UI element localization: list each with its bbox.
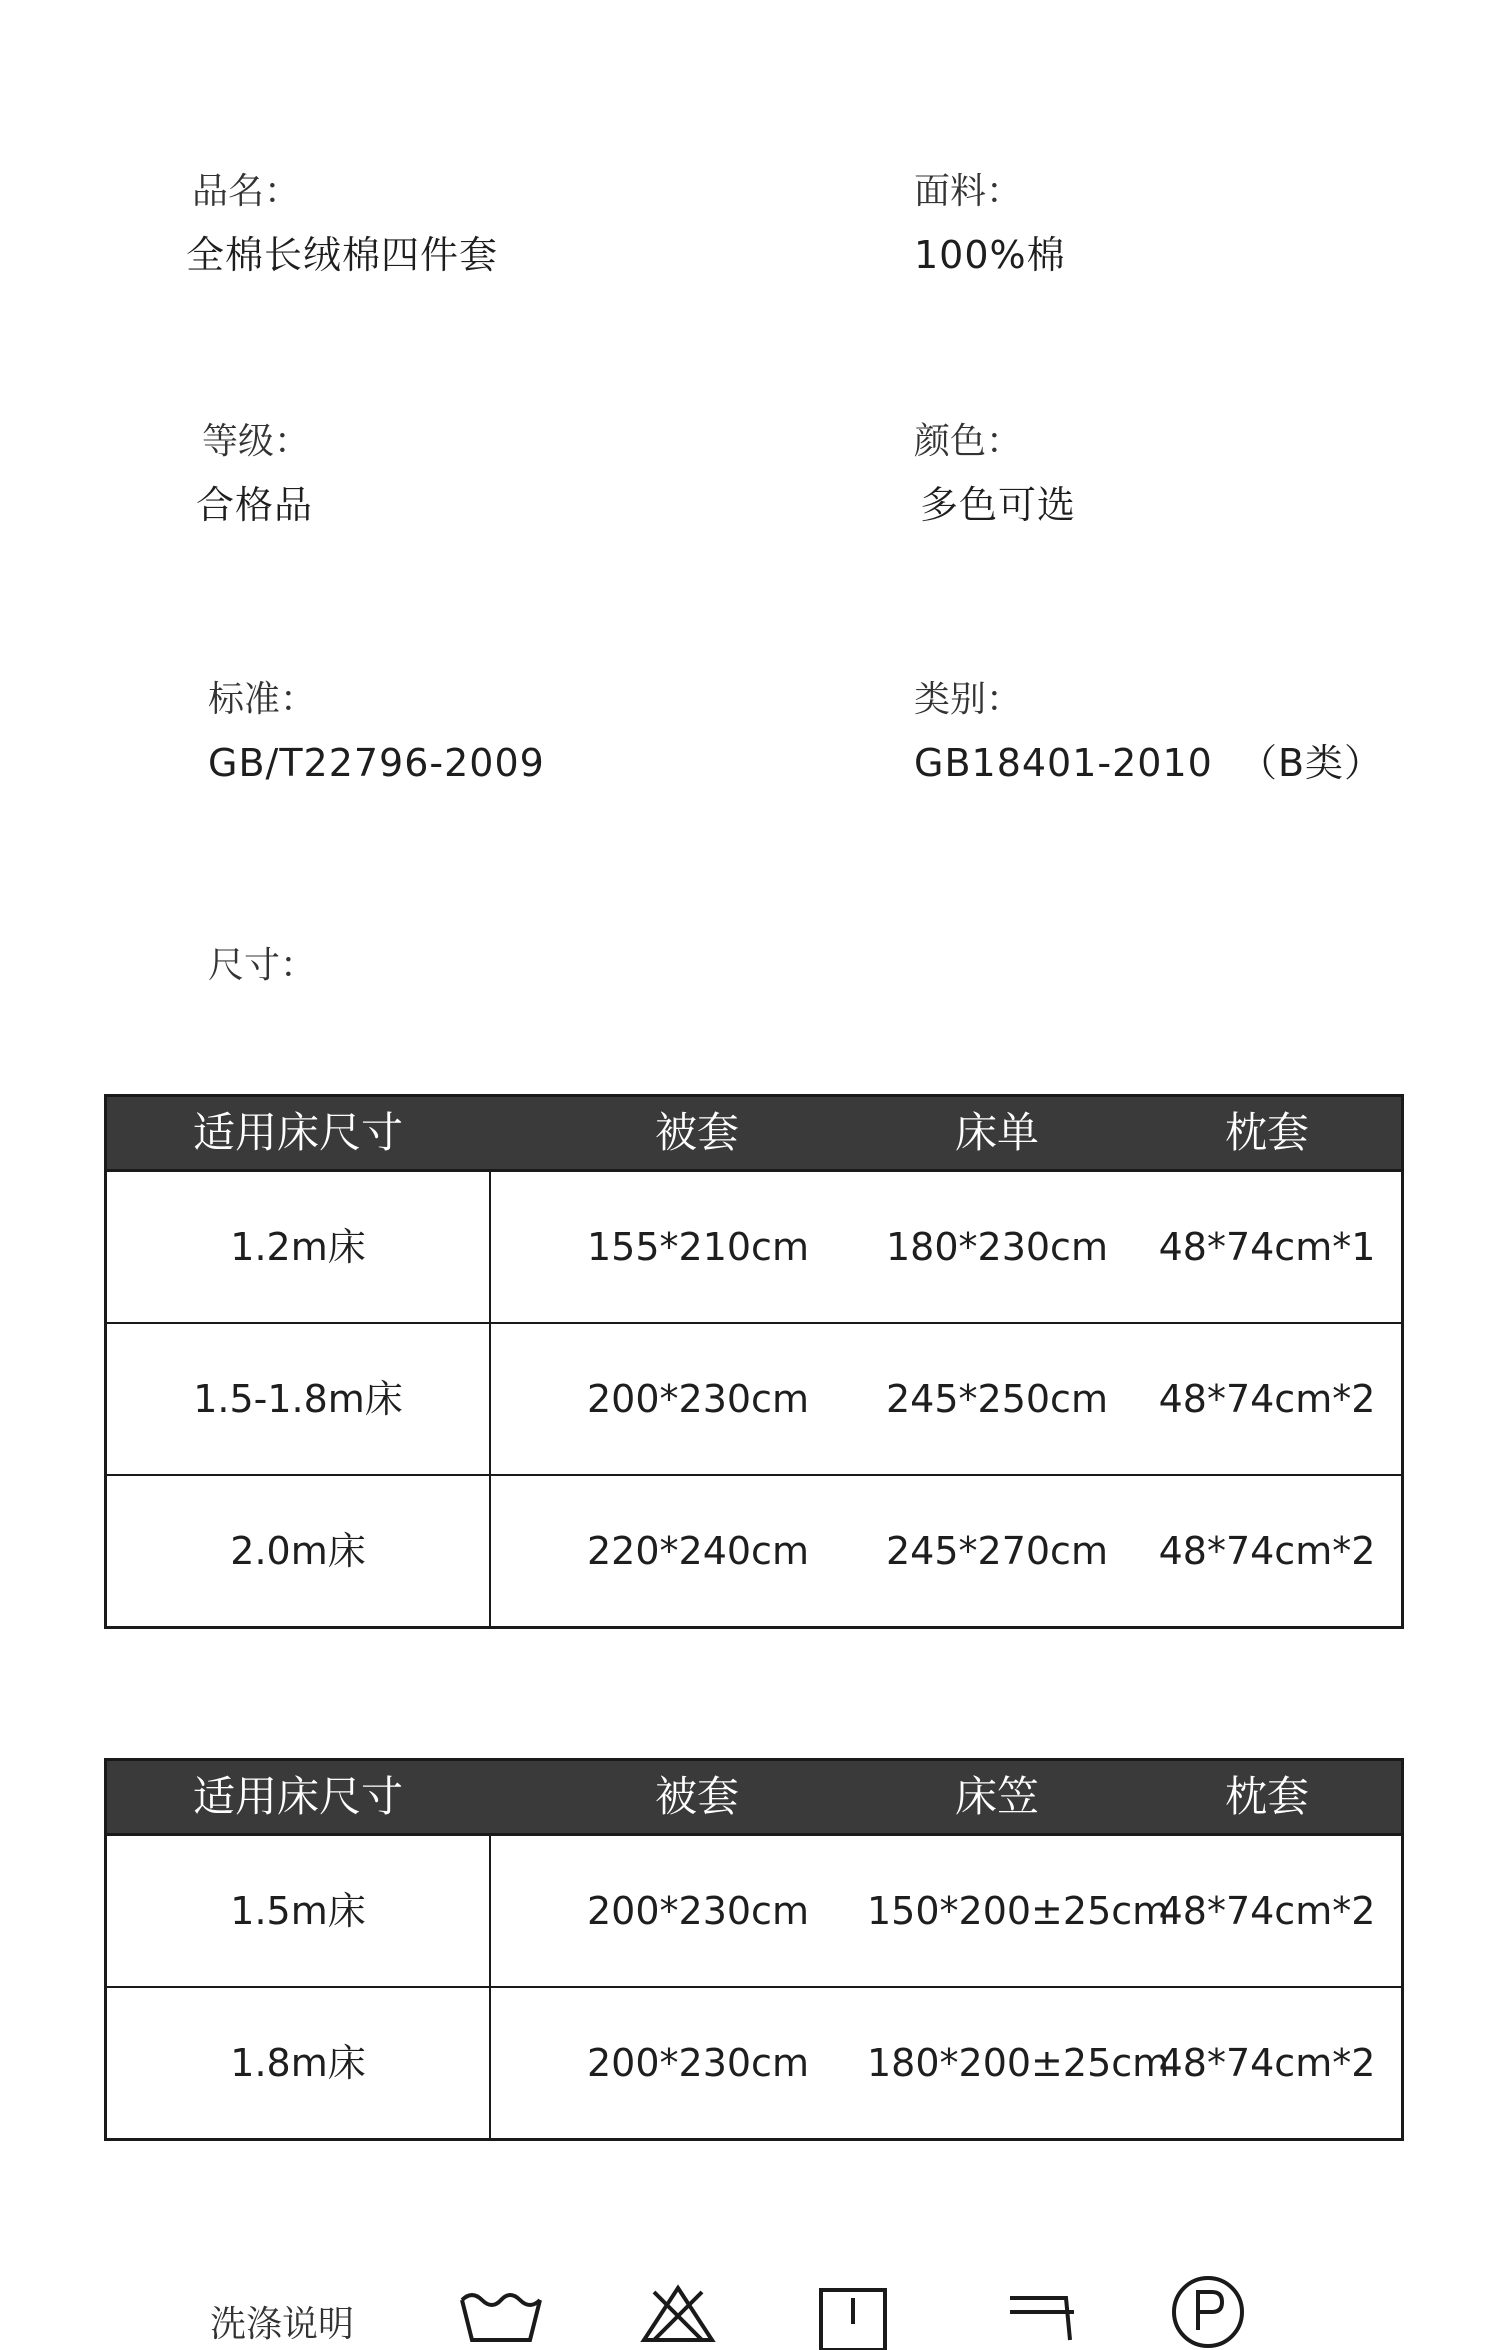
spec-color-label: 颜色：: [914, 421, 1023, 462]
cell-bed-size: 1.8m床: [230, 2041, 366, 2085]
cell-pillowcase: 48*74cm*2: [1158, 1377, 1376, 1421]
cell-sheet: 180*230cm: [886, 1225, 1108, 1269]
spec-category-value: GB18401-2010 （B类）: [914, 741, 1384, 785]
spec-standard-label: 标准：: [208, 679, 317, 720]
spec-size: [208, 944, 316, 988]
table-header: [107, 1761, 1401, 1836]
table-header: [107, 1097, 1401, 1172]
column-divider: [489, 1476, 491, 1626]
cell-pillowcase: 48*74cm*1: [1158, 1225, 1376, 1269]
cell-sheet: 245*250cm: [886, 1377, 1108, 1421]
spec-fabric-value: 100%棉: [914, 233, 1066, 277]
cell-fitted-sheet: 180*200±25cm: [867, 2041, 1170, 2085]
iron-icon: [1004, 2284, 1084, 2344]
spec-grade-value: 合格品: [196, 483, 314, 527]
size-table-sheet: [104, 1094, 1404, 1629]
header-fitted-sheet: 床笠: [954, 1772, 1039, 1821]
header-sheet: 床单: [954, 1108, 1039, 1157]
cell-duvet-cover: 200*230cm: [587, 1377, 809, 1421]
header-duvet-cover: 被套: [654, 1772, 739, 1821]
care-label: 洗涤说明: [210, 2304, 355, 2345]
table-row: [107, 1836, 1401, 1988]
header-bed-size: 适用床尺寸: [192, 1772, 403, 1821]
cell-duvet-cover: 200*230cm: [587, 2041, 809, 2085]
spec-name-label: 品名：: [192, 171, 301, 212]
dry-clean-p-icon: [1170, 2274, 1246, 2350]
spec-fabric-label: 面料：: [914, 171, 1023, 212]
spec-standard-value: GB/T22796-2009: [208, 741, 545, 785]
tumble-dry-icon: [818, 2284, 888, 2344]
cell-bed-size: 1.5m床: [230, 1889, 366, 1933]
cell-duvet-cover: 155*210cm: [587, 1225, 809, 1269]
spec-category: [914, 678, 1383, 786]
column-divider: [489, 1988, 491, 2138]
spec-color: [914, 420, 1076, 528]
size-table-fitted: [104, 1758, 1404, 2141]
header-bed-size: 适用床尺寸: [192, 1108, 403, 1157]
header-pillowcase: 枕套: [1224, 1772, 1309, 1821]
cell-fitted-sheet: 150*200±25cm: [867, 1889, 1170, 1933]
spec-grade: [196, 420, 314, 528]
table-row: [107, 1476, 1401, 1626]
column-divider: [489, 1836, 491, 1986]
header-pillowcase: 枕套: [1224, 1108, 1309, 1157]
cell-duvet-cover: 220*240cm: [587, 1529, 809, 1573]
column-divider: [489, 1324, 491, 1474]
table-row: [107, 1172, 1401, 1324]
spec-grade-label: 等级：: [202, 421, 311, 462]
header-duvet-cover: 被套: [654, 1108, 739, 1157]
spec-fabric: [914, 170, 1066, 278]
table-row: [107, 1988, 1401, 2138]
cell-pillowcase: 48*74cm*2: [1158, 1889, 1376, 1933]
cell-bed-size: 1.2m床: [230, 1225, 366, 1269]
spec-category-label: 类别：: [914, 679, 1023, 720]
cell-duvet-cover: 200*230cm: [587, 1889, 809, 1933]
cell-pillowcase: 48*74cm*2: [1158, 1529, 1376, 1573]
cell-pillowcase: 48*74cm*2: [1158, 2041, 1376, 2085]
spec-color-value: 多色可选: [920, 483, 1077, 527]
spec-size-label: 尺寸：: [208, 945, 317, 986]
table-row: [107, 1324, 1401, 1476]
wash-30-icon: [458, 2284, 544, 2344]
spec-name: [186, 170, 499, 278]
spec-standard: [208, 678, 545, 786]
cell-bed-size: 2.0m床: [230, 1529, 366, 1573]
care-instructions: [0, 2270, 1500, 2345]
no-bleach-icon: [640, 2284, 716, 2344]
column-divider: [489, 1172, 491, 1322]
spec-name-value: 全棉长绒棉四件套: [186, 233, 499, 277]
cell-bed-size: 1.5-1.8m床: [193, 1377, 403, 1421]
cell-sheet: 245*270cm: [886, 1529, 1108, 1573]
